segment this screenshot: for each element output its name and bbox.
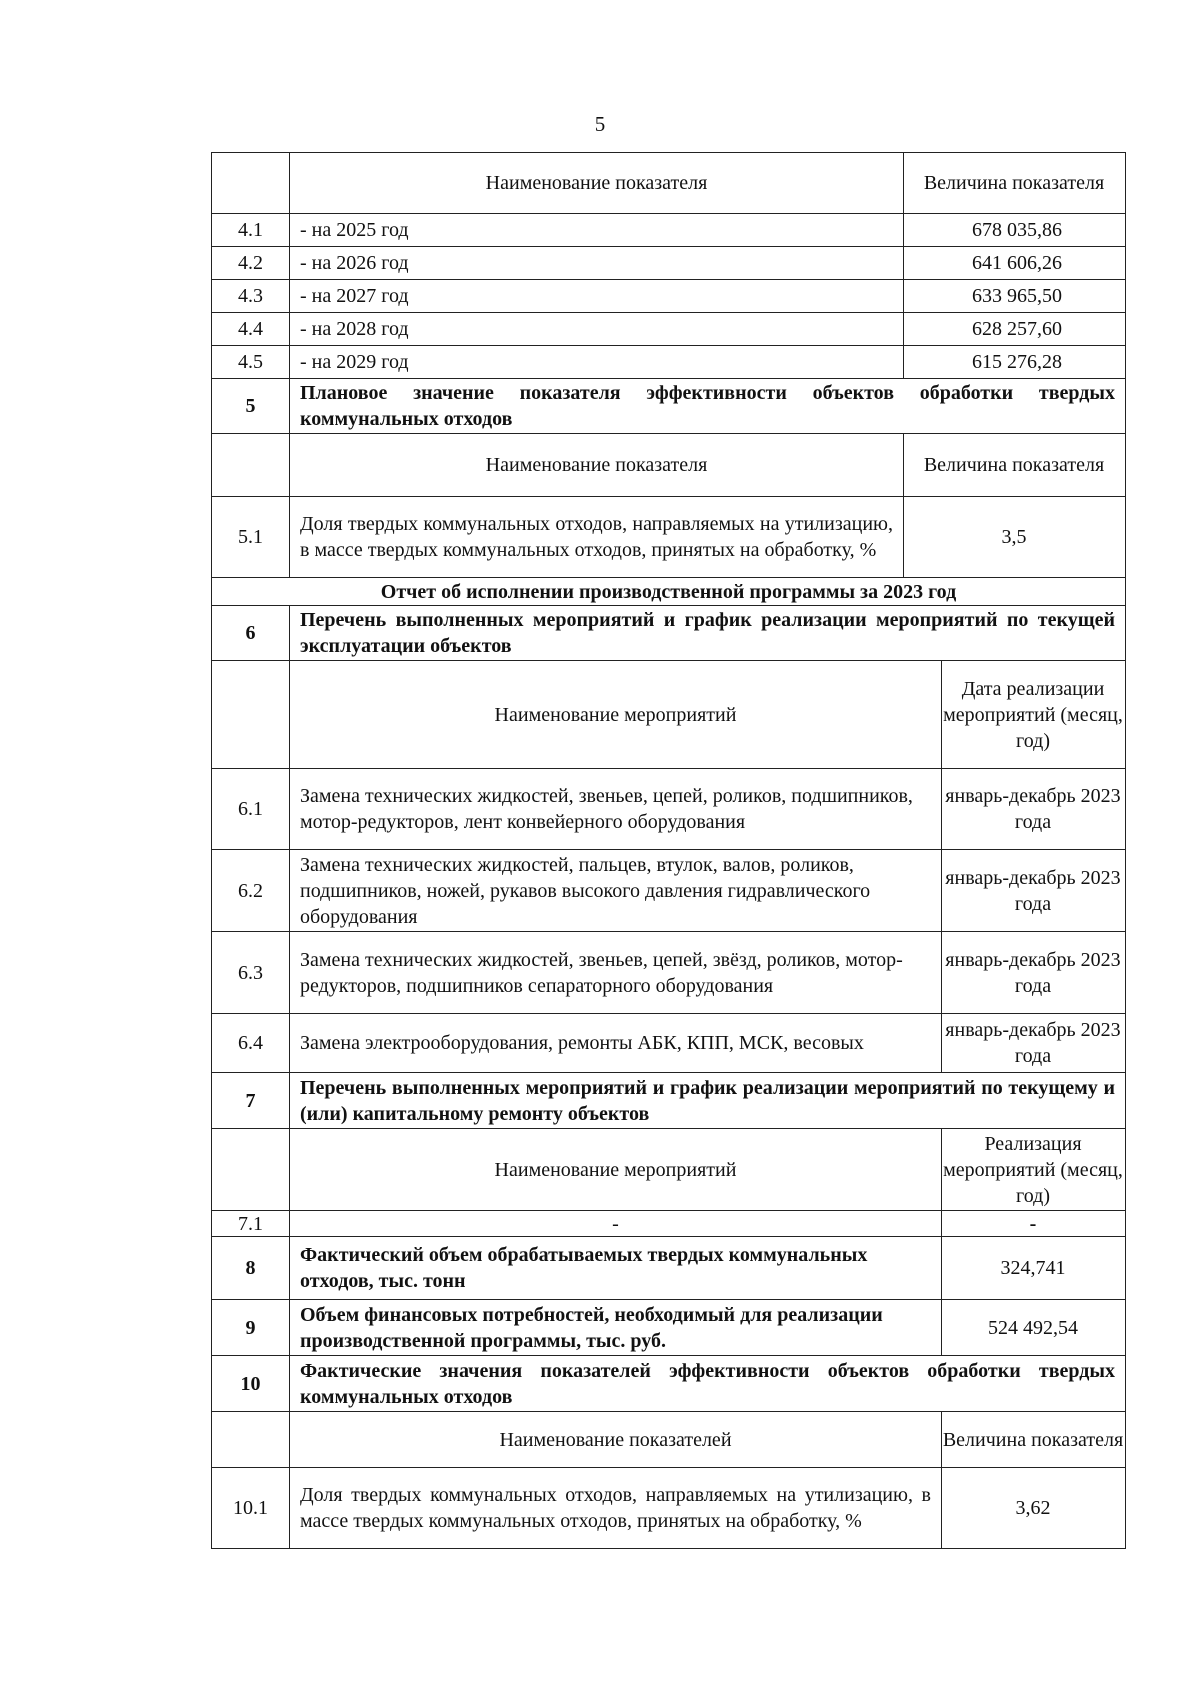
row-num: 4.4 — [212, 313, 290, 345]
section-title: Перечень выполненных мероприятий и график реализации мероприятий по текущей эксплуатации объектов — [300, 609, 1115, 657]
section-title: Плановое значение показателя эффективности объектов обработки твердых коммунальных отходов — [300, 382, 1115, 430]
row-name: Доля твердых коммунальных отходов, направляемых на утилизацию, в массе твердых коммунальных отходов, принятых на обработку, % — [290, 497, 904, 577]
table-row — [211, 1210, 1126, 1236]
row-num: 7.1 — [212, 1211, 290, 1236]
row-num: 6.1 — [212, 769, 290, 849]
section-num: 6 — [212, 606, 290, 660]
table-row — [211, 213, 1126, 246]
section-value: 524 492,54 — [988, 1316, 1078, 1339]
row-value: 641 606,26 — [972, 252, 1062, 274]
header-name-cell: Наименование мероприятий — [290, 661, 942, 768]
row-name: Замена технических жидкостей, звеньев, цепей, звёзд, роликов, мотор-редукторов, подшипников сепараторного оборудования — [290, 932, 942, 1013]
row-value: 678 035,86 — [972, 219, 1062, 241]
section-row — [211, 1072, 1126, 1128]
row-name: - на 2027 год — [290, 280, 904, 312]
header-num-cell — [212, 1129, 290, 1210]
section-name: Фактический объем обрабатываемых твердых коммунальных отходов, тыс. тонн — [290, 1237, 942, 1299]
row-value: 3,5 — [1001, 526, 1027, 548]
indicators-table — [211, 152, 1126, 1549]
row-name: Замена технических жидкостей, звеньев, цепей, роликов, подшипников, мотор-редукторов, лент конвейерного оборудования — [290, 769, 942, 849]
table-row — [211, 246, 1126, 279]
table-row — [211, 496, 1126, 577]
row-value: 615 276,28 — [972, 351, 1062, 373]
row-name: - на 2028 год — [290, 313, 904, 345]
table-row — [211, 1013, 1126, 1072]
section-num: 5 — [212, 379, 290, 433]
section-num: 10 — [212, 1356, 290, 1411]
row-num: 4.2 — [212, 247, 290, 279]
section-row — [211, 1236, 1126, 1299]
table-header-row — [211, 433, 1126, 496]
row-value: 3,62 — [1015, 1497, 1051, 1519]
header-num-cell — [212, 1412, 290, 1467]
row-value: - — [1029, 1212, 1037, 1235]
table-row — [211, 279, 1126, 312]
row-name: Замена электрооборудования, ремонты АБК, КПП, МСК, весовых — [290, 1014, 942, 1072]
row-num: 6.3 — [212, 932, 290, 1013]
table-row — [211, 1467, 1126, 1549]
header-name-cell: Наименование мероприятий — [290, 1129, 942, 1210]
header-value-cell: Дата реализации мероприятий (месяц, год) — [943, 677, 1123, 752]
row-num: 10.1 — [212, 1468, 290, 1548]
table-row — [211, 931, 1126, 1013]
report-title-row — [211, 577, 1126, 605]
section-row — [211, 1299, 1126, 1355]
row-value: январь-декабрь 2023 года — [945, 1019, 1121, 1067]
section-num: 7 — [212, 1073, 290, 1128]
section-name: Объем финансовых потребностей, необходимый для реализации производственной программы, тыс. руб. — [290, 1300, 942, 1355]
table-row — [211, 849, 1126, 931]
report-title: Отчет об исполнении производственной программы за 2023 год — [380, 580, 957, 603]
page-number: 5 — [594, 112, 606, 136]
header-name-cell: Наименование показателя — [290, 153, 904, 213]
row-num: 6.4 — [212, 1014, 290, 1072]
table-header-row — [211, 1128, 1126, 1210]
row-name: - на 2026 год — [290, 247, 904, 279]
row-value: 633 965,50 — [972, 285, 1062, 307]
row-num: 4.5 — [212, 346, 290, 378]
row-num: 4.1 — [212, 214, 290, 246]
header-name-cell: Наименование показателей — [290, 1412, 942, 1467]
row-name: Замена технических жидкостей, пальцев, втулок, валов, роликов, подшипников, ножей, рукавов высокого давления гидравлического оборудования — [290, 850, 942, 931]
header-num-cell — [212, 434, 290, 496]
header-value-cell: Величина показателя — [942, 1428, 1124, 1451]
row-value: январь-декабрь 2023 года — [945, 866, 1121, 915]
row-value: 628 257,60 — [972, 318, 1062, 340]
header-num-cell — [212, 661, 290, 768]
section-num: 9 — [212, 1300, 290, 1355]
header-value-cell: Реализация мероприятий (месяц, год) — [943, 1132, 1123, 1207]
table-row — [211, 345, 1126, 378]
table-row — [211, 312, 1126, 345]
row-num: 5.1 — [212, 497, 290, 577]
section-title: Фактические значения показателей эффективности объектов обработки твердых коммунальных отходов — [300, 1359, 1115, 1408]
table-header-row — [211, 152, 1126, 213]
table-header-row — [211, 660, 1126, 768]
header-value-cell: Величина показателя — [923, 172, 1105, 194]
row-name: - на 2025 год — [290, 214, 904, 246]
section-row — [211, 378, 1126, 433]
row-value: январь-декабрь 2023 года — [945, 948, 1121, 997]
header-value-cell: Величина показателя — [923, 454, 1105, 476]
row-name: - на 2029 год — [290, 346, 904, 378]
section-row — [211, 605, 1126, 660]
row-num: 6.2 — [212, 850, 290, 931]
row-name: - — [290, 1211, 942, 1236]
table-header-row — [211, 1411, 1126, 1467]
row-name: Доля твердых коммунальных отходов, направляемых на утилизацию, в массе твердых коммунальных отходов, принятых на обработку, % — [290, 1468, 942, 1548]
section-title: Перечень выполненных мероприятий и график реализации мероприятий по текущему и (или) капитальному ремонту объектов — [300, 1076, 1115, 1125]
table-row — [211, 768, 1126, 849]
row-value: январь-декабрь 2023 года — [945, 785, 1121, 833]
section-value: 324,741 — [1000, 1257, 1066, 1279]
section-num: 8 — [212, 1237, 290, 1299]
header-num-cell — [212, 153, 290, 213]
section-row — [211, 1355, 1126, 1411]
header-name-cell: Наименование показателя — [290, 434, 904, 496]
row-num: 4.3 — [212, 280, 290, 312]
